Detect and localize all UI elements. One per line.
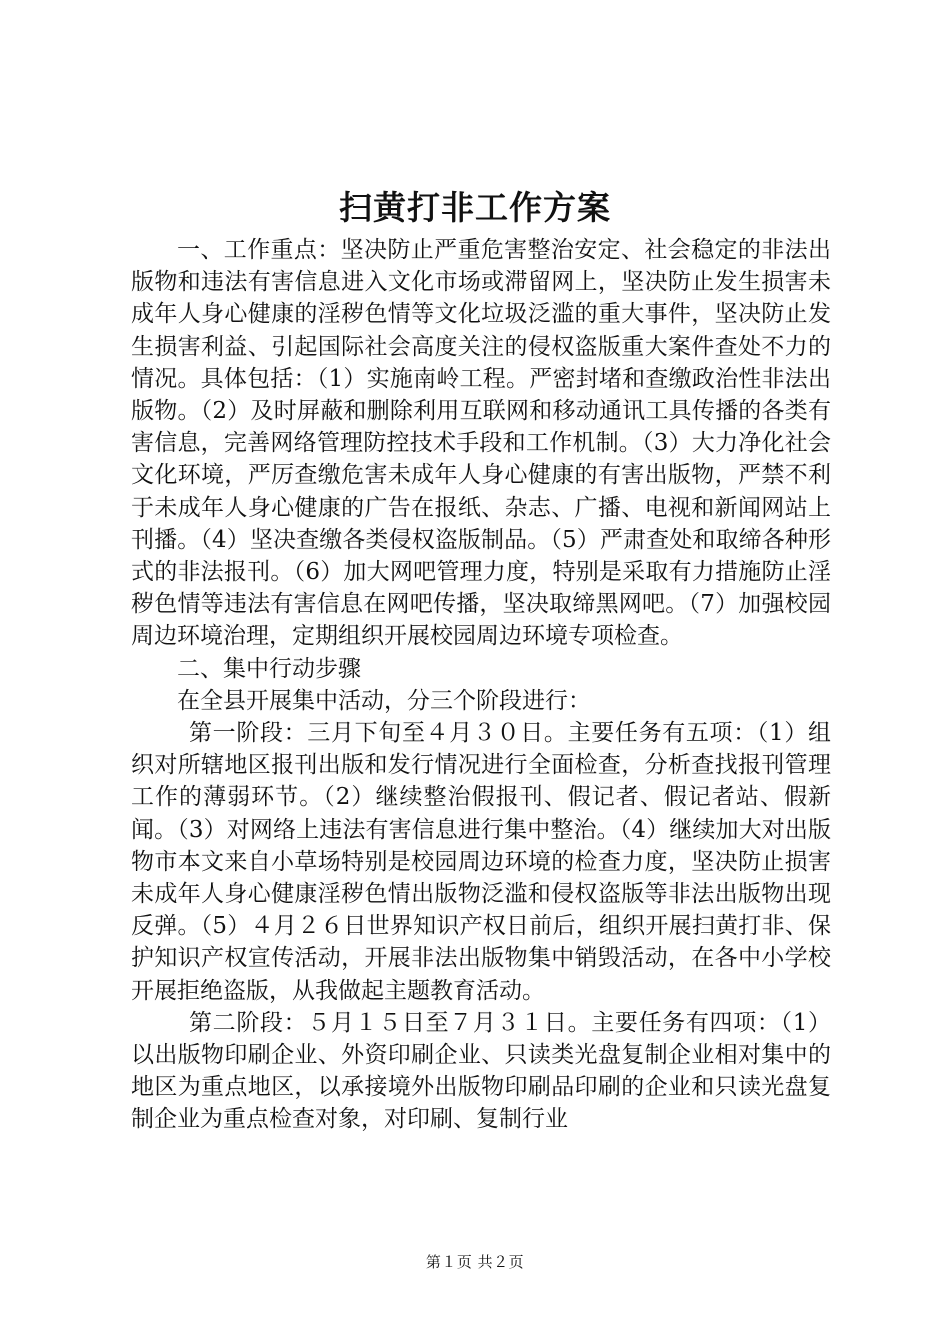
paragraph-section-heading: 二、集中行动步骤	[177, 655, 361, 682]
document-body	[131, 234, 831, 1136]
page-number: 第１页 共２页	[425, 1253, 525, 1271]
document-title: 扫黄打非工作方案	[339, 188, 611, 227]
paragraph-stage-two: 第二阶段：５月１５日至７月３１日。主要任务有四项：（1）以出版物印刷企业、外资印刷企业、只读类光盘复制企业相对集中的地区为重点地区，以承接境外出版物印刷品印刷的企业和只读光盘复制企业为重点检查对象，对印刷、复制行业	[131, 1009, 831, 1133]
paragraph-stage-one: 第一阶段：三月下旬至４月３０日。主要任务有五项：（1）组织对所辖地区报刊出版和发行情况进行全面检查，分析查找报刊管理工作的薄弱环节。（2）继续整治假报刊、假记者、假记者站、假新闻。（3）对网络上违法有害信息进行集中整治。（4）继续加大对出版物市本文来自小草场特别是校园周边环境的检查力度，坚决防止损害未成年人身心健康淫秽色情出版物泛滥和侵权盗版等非法出版物出现反弹。（5）４月２６日世界知识产权日前后，组织开展扫黄打非、保护知识产权宣传活动，开展非法出版物集中销毁活动，在各中小学校开展拒绝盗版，从我做起主题教育活动。	[131, 720, 831, 1004]
paragraph-intro: 在全县开展集中活动，分三个阶段进行：	[177, 687, 591, 714]
paragraph-work-focus: 一、工作重点：坚决防止严重危害整治安定、社会稳定的非法出版物和违法有害信息进入文化市场或滞留网上，坚决防止发生损害未成年人身心健康的淫秽色情等文化垃圾泛滥的重大事件，坚决防止发生损害利益、引起国际社会高度关注的侵权盗版重大案件查处不力的情况。具体包括：（1）实施南岭工程。严密封堵和查缴政治性非法出版物。（2）及时屏蔽和删除利用互联网和移动通讯工具传播的各类有害信息，完善网络管理防控技术手段和工作机制。（3）大力净化社会文化环境，严厉查缴危害未成年人身心健康的有害出版物，严禁不利于未成年人身心健康的广告在报纸、杂志、广播、电视和新闻网站上刊播。（4）坚决查缴各类侵权盗版制品。（5）严肃查处和取缔各种形式的非法报刊。（6）加大网吧管理力度，特别是采取有力措施防止淫秽色情等违法有害信息在网吧传播，坚决取缔黑网吧。（7）加强校园周边环境治理，定期组织开展校园周边环境专项检查。	[131, 237, 831, 650]
